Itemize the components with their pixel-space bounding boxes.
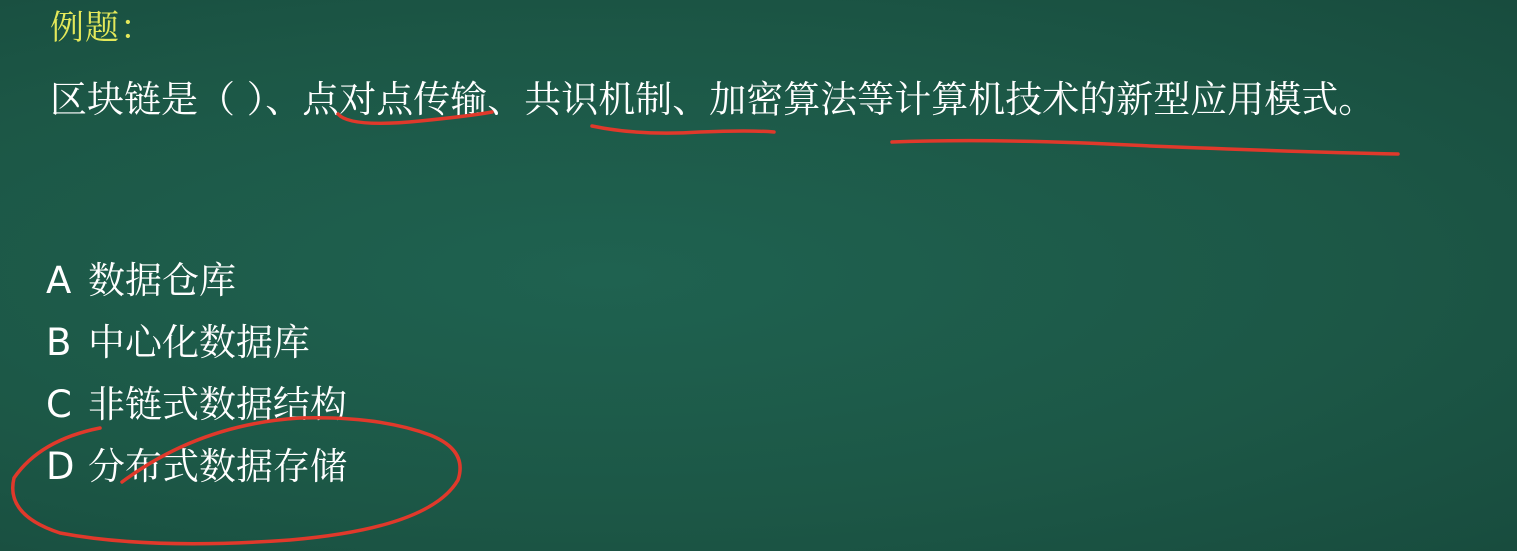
example-heading: 例题：: [50, 8, 155, 48]
option-letter: B: [46, 321, 72, 364]
option-text: 数据仓库: [88, 259, 236, 302]
option-text: 中心化数据库: [88, 321, 310, 364]
option-letter: A: [46, 259, 72, 302]
option-letter: C: [46, 383, 72, 426]
question-text: 区块链是（ ）、点对点传输、共识机制、加密算法等计算机技术的新型应用模式。: [50, 78, 1376, 121]
options-list: [46, 250, 347, 498]
option-a: [46, 250, 347, 312]
option-text: 分布式数据存储: [88, 445, 347, 488]
option-d: [46, 436, 347, 498]
option-text: 非链式数据结构: [88, 383, 347, 426]
underline-mark: [892, 141, 1398, 154]
option-c: [46, 374, 347, 436]
option-b: [46, 312, 347, 374]
option-letter: D: [46, 445, 75, 488]
